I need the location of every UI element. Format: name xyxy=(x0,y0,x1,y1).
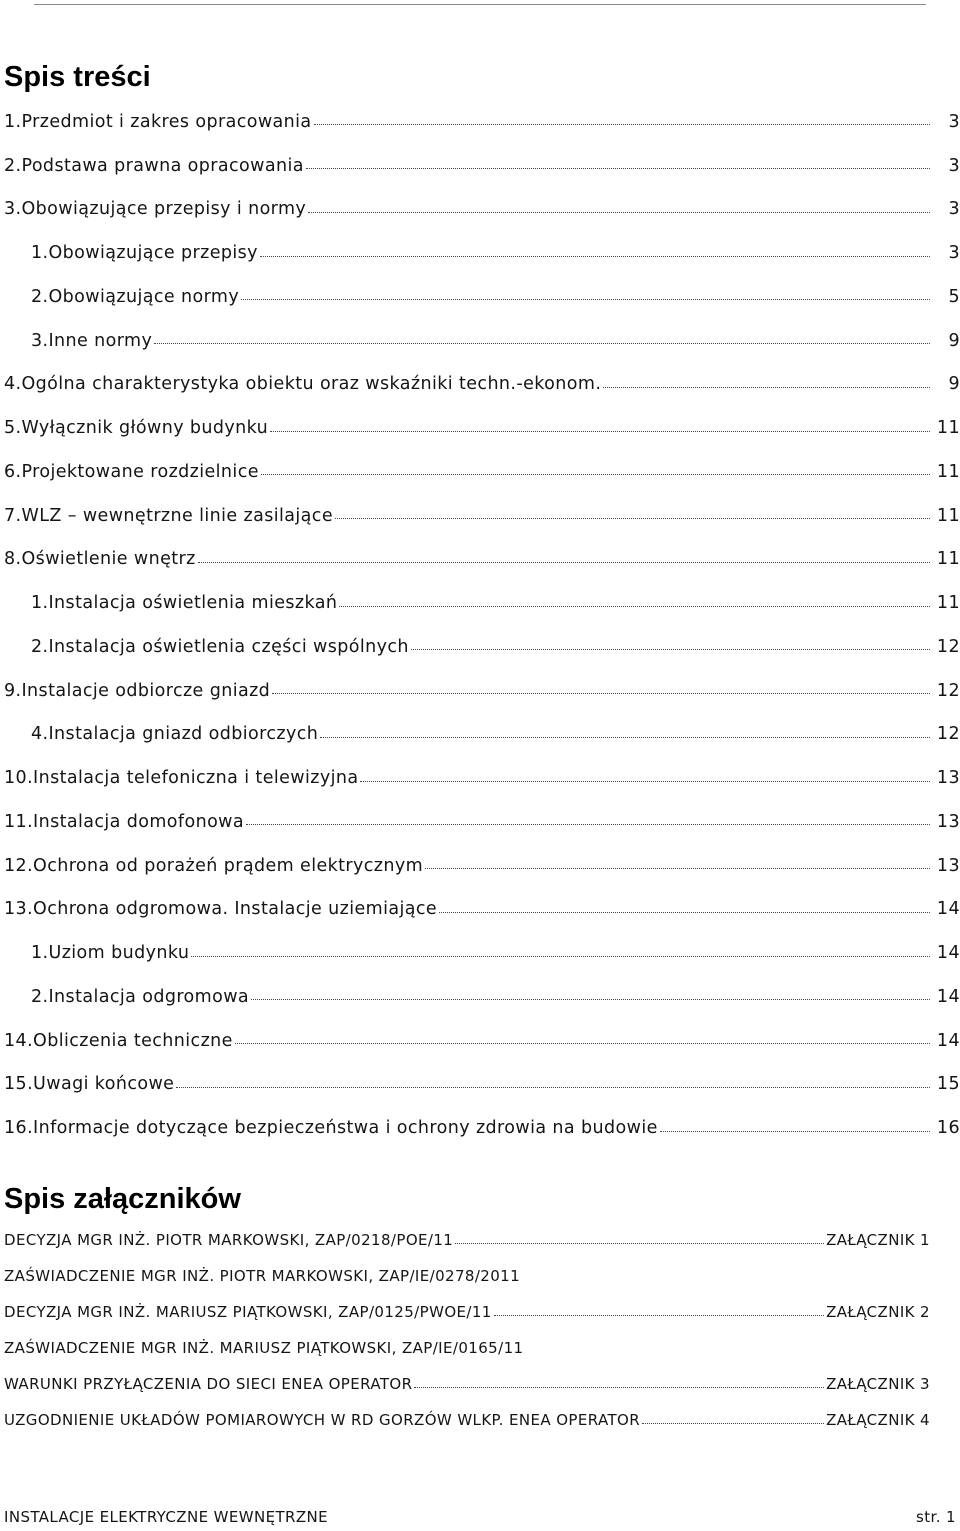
attachment-label: DECYZJA MGR INŻ. MARIUSZ PIĄTKOWSKI, ZAP/0125/PWOE/11 xyxy=(4,1303,492,1321)
toc-entry[interactable] xyxy=(0,931,960,975)
toc-entry-label: 3.Inne normy xyxy=(31,330,153,351)
toc-entry-label: 1.Przedmiot i zakres opracowania xyxy=(4,111,312,132)
toc-entry-label: 3.Obowiązujące przepisy i normy xyxy=(4,199,307,220)
toc-entry[interactable] xyxy=(0,581,960,625)
toc-dot-leader xyxy=(241,299,930,300)
toc-entry-page: 11 xyxy=(936,461,960,482)
toc-entry-label: 16.Informacje dotyczące bezpieczeństwa i ochrony zdrowia na budowie xyxy=(4,1118,658,1139)
toc-dot-leader xyxy=(306,168,930,169)
toc-entry-label: 8.Oświetlenie wnętrz xyxy=(4,549,196,570)
toc-entry-page: 9 xyxy=(948,374,960,395)
header-rule xyxy=(34,4,926,5)
toc-entry-page: 11 xyxy=(936,593,960,614)
toc-entry-page: 3 xyxy=(948,243,960,264)
attachment-entry[interactable] xyxy=(0,1330,930,1366)
toc-dot-leader xyxy=(335,518,930,519)
attachment-label: UZGODNIENIE UKŁADÓW POMIAROWYCH W RD GORZÓW WLKP. ENEA OPERATOR xyxy=(4,1411,641,1429)
toc-entry-page: 11 xyxy=(936,505,960,526)
toc-title: Spis treści xyxy=(4,61,151,93)
toc-entry[interactable] xyxy=(0,144,960,188)
attachment-label: ZAŚWIADCZENIE MGR INŻ. PIOTR MARKOWSKI, ZAP/IE/0278/2011 xyxy=(4,1267,521,1285)
toc-entry-page: 14 xyxy=(936,943,960,964)
attachment-ref: ZAŁĄCZNIK 3 xyxy=(826,1375,930,1393)
toc-entry-label: 2.Instalacja odgromowa xyxy=(31,986,250,1007)
toc-entry-page: 3 xyxy=(948,199,960,220)
toc-dot-leader xyxy=(360,781,930,782)
toc-dot-leader xyxy=(272,693,930,694)
toc-entry-page: 13 xyxy=(936,811,960,832)
attachments-title: Spis załączników xyxy=(4,1183,241,1215)
toc-entry-page: 11 xyxy=(936,549,960,570)
attachment-dot-leader xyxy=(494,1315,824,1316)
toc-entry[interactable] xyxy=(0,363,960,407)
toc-entry-page: 5 xyxy=(948,286,960,307)
toc-dot-leader xyxy=(260,256,930,257)
toc-entry-page: 13 xyxy=(936,855,960,876)
toc-entry[interactable] xyxy=(0,800,960,844)
toc-entry[interactable] xyxy=(0,494,960,538)
toc-entry-page: 12 xyxy=(936,724,960,745)
toc-entry-label: 12.Ochrona od porażeń prądem elektrycznym xyxy=(4,855,424,876)
toc-dot-leader xyxy=(660,1131,930,1132)
footer-document-title: INSTALACJE ELEKTRYCZNE WEWNĘTRZNE xyxy=(4,1508,329,1526)
toc-entry[interactable] xyxy=(0,1106,960,1150)
toc-entry-page: 12 xyxy=(936,636,960,657)
toc-entry-page: 14 xyxy=(936,1030,960,1051)
toc-dot-leader xyxy=(246,824,930,825)
attachment-dot-leader xyxy=(455,1243,824,1244)
toc-dot-leader xyxy=(154,343,930,344)
toc-entry-page: 16 xyxy=(936,1118,960,1139)
toc-entry-label: 6.Projektowane rozdzielnice xyxy=(4,461,259,482)
attachment-entry[interactable] xyxy=(0,1366,930,1402)
toc-entry-page: 3 xyxy=(948,111,960,132)
toc-entry-label: 1.Obowiązujące przepisy xyxy=(31,243,258,264)
toc-entry[interactable] xyxy=(0,319,960,363)
attachments-list xyxy=(0,1222,960,1438)
toc-entry-label: 13.Ochrona odgromowa. Instalacje uziemiające xyxy=(4,899,438,920)
attachment-dot-leader xyxy=(414,1387,824,1388)
toc-entry-label: 2.Instalacja oświetlenia części wspólnych xyxy=(31,636,409,657)
toc-dot-leader xyxy=(176,1087,930,1088)
toc-entry-label: 4.Instalacja gniazd odbiorczych xyxy=(31,724,319,745)
toc-entry-label: 2.Obowiązujące normy xyxy=(31,286,240,307)
toc-dot-leader xyxy=(320,737,930,738)
attachment-ref: ZAŁĄCZNIK 1 xyxy=(826,1231,930,1249)
toc-entry-label: 5.Wyłącznik główny budynku xyxy=(4,418,269,439)
toc-dot-leader xyxy=(603,387,930,388)
toc-dot-leader xyxy=(270,431,930,432)
toc-entry[interactable] xyxy=(0,275,960,319)
toc-entry-page: 11 xyxy=(936,418,960,439)
toc-dot-leader xyxy=(339,606,930,607)
attachment-entry[interactable] xyxy=(0,1294,930,1330)
toc-dot-leader xyxy=(439,912,930,913)
toc-entry-label: 14.Obliczenia techniczne xyxy=(4,1030,233,1051)
attachment-ref: ZAŁĄCZNIK 2 xyxy=(826,1303,930,1321)
toc-entry-page: 3 xyxy=(948,155,960,176)
toc-entry-page: 15 xyxy=(936,1074,960,1095)
toc-entry[interactable] xyxy=(0,713,960,757)
toc-dot-leader xyxy=(425,868,930,869)
toc-entry[interactable] xyxy=(0,888,960,932)
toc-entry-label: 9.Instalacje odbiorcze gniazd xyxy=(4,680,271,701)
toc-entry-label: 7.WLZ – wewnętrzne linie zasilające xyxy=(4,505,333,526)
toc-entry[interactable] xyxy=(0,100,960,144)
toc-entry-label: 1.Instalacja oświetlenia mieszkań xyxy=(31,593,338,614)
attachment-label: ZAŚWIADCZENIE MGR INŻ. MARIUSZ PIĄTKOWSKI, ZAP/IE/0165/11 xyxy=(4,1339,524,1357)
toc-entry[interactable] xyxy=(0,625,960,669)
toc-entry-label: 2.Podstawa prawna opracowania xyxy=(4,155,304,176)
toc-entry-page: 14 xyxy=(936,986,960,1007)
toc-dot-leader xyxy=(261,474,930,475)
toc-entry-label: 4.Ogólna charakterystyka obiektu oraz wskaźniki techn.-ekonom. xyxy=(4,374,602,395)
toc-entry-page: 9 xyxy=(948,330,960,351)
page-footer xyxy=(4,1508,956,1526)
toc-entry[interactable] xyxy=(0,1019,960,1063)
toc-dot-leader xyxy=(235,1043,930,1044)
attachment-entry[interactable] xyxy=(0,1258,930,1294)
toc-dot-leader xyxy=(191,956,930,957)
toc-dot-leader xyxy=(308,212,930,213)
toc-dot-leader xyxy=(411,649,930,650)
attachment-dot-leader xyxy=(642,1423,824,1424)
toc-entry-label: 15.Uwagi końcowe xyxy=(4,1074,175,1095)
toc-entry-page: 13 xyxy=(936,768,960,789)
toc-list xyxy=(0,100,960,1150)
attachment-entry[interactable] xyxy=(0,1222,930,1258)
toc-dot-leader xyxy=(198,562,930,563)
attachment-entry[interactable] xyxy=(0,1402,930,1438)
toc-entry[interactable] xyxy=(0,756,960,800)
toc-entry[interactable] xyxy=(0,450,960,494)
toc-entry[interactable] xyxy=(0,669,960,713)
toc-entry-label: 10.Instalacja telefoniczna i telewizyjna xyxy=(4,768,359,789)
toc-entry[interactable] xyxy=(0,844,960,888)
footer-page-number: str. 1 xyxy=(916,1508,956,1526)
toc-entry[interactable] xyxy=(0,231,960,275)
toc-dot-leader xyxy=(314,124,930,125)
toc-entry-label: 1.Uziom budynku xyxy=(31,943,190,964)
toc-entry[interactable] xyxy=(0,1063,960,1107)
toc-entry-page: 12 xyxy=(936,680,960,701)
toc-entry[interactable] xyxy=(0,975,960,1019)
toc-entry[interactable] xyxy=(0,188,960,232)
toc-entry-page: 14 xyxy=(936,899,960,920)
toc-entry[interactable] xyxy=(0,538,960,582)
toc-entry-label: 11.Instalacja domofonowa xyxy=(4,811,245,832)
attachment-label: DECYZJA MGR INŻ. PIOTR MARKOWSKI, ZAP/0218/POE/11 xyxy=(4,1231,454,1249)
toc-entry[interactable] xyxy=(0,406,960,450)
toc-dot-leader xyxy=(251,999,930,1000)
attachment-ref: ZAŁĄCZNIK 4 xyxy=(826,1411,930,1429)
attachment-label: WARUNKI PRZYŁĄCZENIA DO SIECI ENEA OPERATOR xyxy=(4,1375,413,1393)
